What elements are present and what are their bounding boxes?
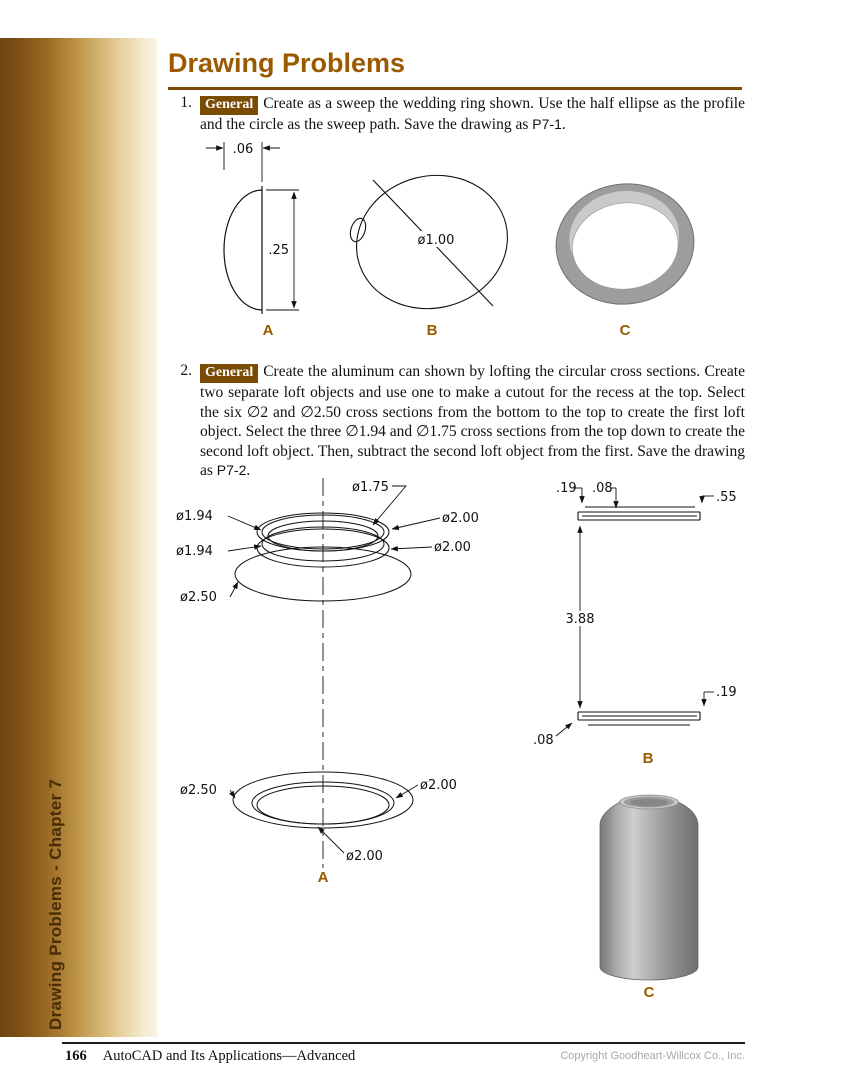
dim-55: .55 bbox=[716, 490, 737, 505]
dim-08-bottom: .08 bbox=[533, 733, 554, 748]
problem-2-body: Create the aluminum can shown by lofting the circular cross sections. Create two separate loft objects and use one to make a cutout for the recess at the top. Select the six ∅2 and ∅2.50 cross sections from the bottom to the top to create the first loft object. Select the three ∅1.94 and ∅1.75 cross sections from the top down to create the second loft object. Then, subtract the second loft object from the first. Save the drawing as bbox=[200, 363, 745, 480]
problem-2-text bbox=[200, 362, 745, 481]
problem-2-number: 2. bbox=[180, 362, 192, 379]
ring-render bbox=[549, 176, 701, 312]
problem-2 bbox=[172, 362, 745, 481]
general-badge: General bbox=[200, 364, 258, 383]
figure1-label-b: B bbox=[426, 322, 438, 339]
figure2-label-c: C bbox=[643, 984, 655, 1001]
problem-1-body: Create as a sweep the wedding ring shown. Use the half ellipse as the profile and the circle as the sweep path. Save the drawing as bbox=[200, 95, 745, 134]
figure-wedding-ring bbox=[168, 132, 748, 347]
problem-2-suffix: . bbox=[246, 462, 251, 480]
figure1-label-a: A bbox=[262, 322, 274, 339]
dim-height: .25 bbox=[268, 243, 289, 258]
dim-08-top: .08 bbox=[592, 481, 613, 496]
dim-dia-200-3: ø2.00 bbox=[420, 778, 457, 793]
dim-dia-175: ø1.75 bbox=[352, 480, 389, 495]
copyright-notice: Copyright Goodheart-Willcox Co., Inc. bbox=[560, 1050, 745, 1062]
side-view-bottom-edges bbox=[578, 712, 700, 725]
problem-1-number: 1. bbox=[180, 94, 192, 111]
dim-dia-200-2: ø2.00 bbox=[434, 540, 471, 555]
dim-dia-200-4: ø2.00 bbox=[346, 849, 383, 864]
dim-dia-200-1: ø2.00 bbox=[442, 511, 479, 526]
profile-half-ellipse bbox=[224, 186, 262, 314]
figure2-label-a: A bbox=[317, 869, 329, 886]
page-title: Drawing Problems bbox=[168, 48, 406, 78]
page-number: 166 bbox=[65, 1048, 87, 1064]
general-badge: General bbox=[200, 96, 258, 115]
dim-dia-194-1: ø1.94 bbox=[176, 509, 213, 524]
footer bbox=[65, 1048, 355, 1065]
side-view-top-dims bbox=[572, 488, 714, 708]
problem-2-filename: P7-2 bbox=[216, 462, 247, 479]
can-render bbox=[600, 795, 698, 980]
figure-aluminum-can bbox=[168, 470, 748, 1010]
dim-19-bottom: .19 bbox=[716, 685, 737, 700]
problem-1-text bbox=[200, 94, 745, 135]
figure2-label-b: B bbox=[642, 750, 654, 767]
footer-rule bbox=[62, 1042, 745, 1044]
figure1-label-c: C bbox=[619, 322, 631, 339]
book-title: AutoCAD and Its Applications—Advanced bbox=[102, 1048, 356, 1064]
dim-388: 3.88 bbox=[565, 612, 595, 627]
dim-width: .06 bbox=[232, 142, 254, 157]
sidebar-chapter-label: Drawing Problems - Chapter 7 bbox=[46, 778, 65, 1030]
side-view-top-edges bbox=[578, 507, 700, 520]
dim-19-top: .19 bbox=[556, 481, 577, 496]
dim-dia-250-2: ø2.50 bbox=[180, 783, 217, 798]
dim-diameter: ø1.00 bbox=[417, 233, 455, 248]
dim-dia-194-2: ø1.94 bbox=[176, 544, 213, 559]
problem-1-suffix: . bbox=[561, 116, 566, 134]
dim-dia-250-1: ø2.50 bbox=[180, 590, 217, 605]
dimension-lines-profile bbox=[206, 142, 299, 310]
chapter-sidebar-strip bbox=[0, 38, 157, 1037]
title-rule bbox=[168, 87, 742, 90]
problem-1 bbox=[172, 94, 745, 135]
problem-1-filename: P7-1 bbox=[532, 116, 562, 133]
